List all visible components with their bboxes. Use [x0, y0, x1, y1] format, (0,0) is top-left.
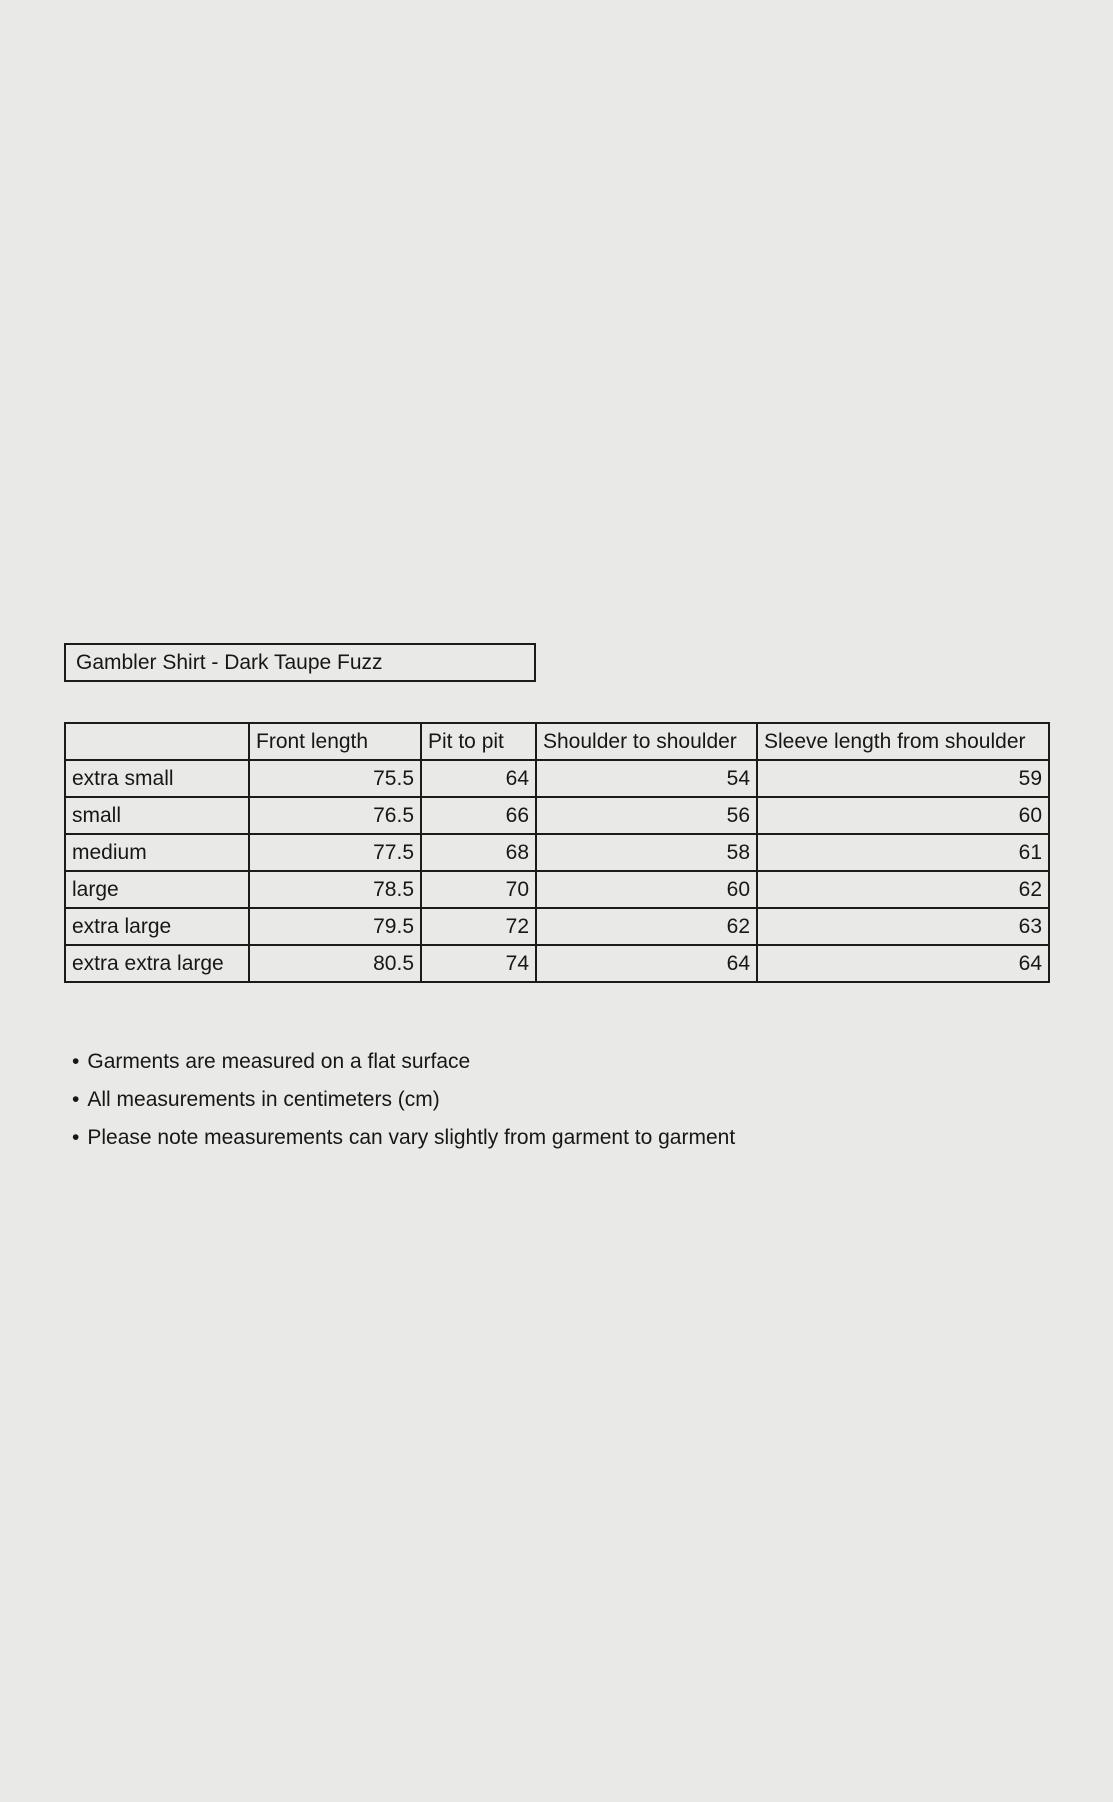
sleeve-length-value: 59: [757, 760, 1049, 797]
sleeve-length-value: 63: [757, 908, 1049, 945]
front-length-value: 80.5: [249, 945, 421, 982]
note-text: Please note measurements can vary slightly from garment to garment: [87, 1126, 736, 1149]
header-size-blank: [65, 723, 249, 760]
shoulder-to-shoulder-value: 60: [536, 871, 757, 908]
size-label: extra extra large: [65, 945, 249, 982]
table-header-row: [65, 723, 1049, 760]
size-label: extra large: [65, 908, 249, 945]
bullet-icon: •: [72, 1050, 80, 1073]
table-row-extra-large: [65, 908, 1049, 945]
pit-to-pit-value: 66: [421, 797, 536, 834]
front-length-value: 76.5: [249, 797, 421, 834]
size-label: extra small: [65, 760, 249, 797]
note-item: [64, 1081, 735, 1119]
product-title-box: [64, 643, 536, 682]
header-pit-to-pit: Pit to pit: [421, 723, 536, 760]
note-text: Garments are measured on a flat surface: [87, 1050, 471, 1073]
sleeve-length-value: 60: [757, 797, 1049, 834]
front-length-value: 78.5: [249, 871, 421, 908]
sleeve-length-value: 64: [757, 945, 1049, 982]
size-label: small: [65, 797, 249, 834]
header-shoulder-to-shoulder: Shoulder to shoulder: [536, 723, 757, 760]
size-chart-table: [64, 722, 1050, 983]
header-front-length: Front length: [249, 723, 421, 760]
pit-to-pit-value: 70: [421, 871, 536, 908]
size-label: large: [65, 871, 249, 908]
bullet-icon: •: [72, 1088, 80, 1111]
size-label: medium: [65, 834, 249, 871]
shoulder-to-shoulder-value: 62: [536, 908, 757, 945]
pit-to-pit-value: 64: [421, 760, 536, 797]
bullet-icon: •: [72, 1126, 80, 1149]
front-length-value: 79.5: [249, 908, 421, 945]
shoulder-to-shoulder-value: 54: [536, 760, 757, 797]
product-title: Gambler Shirt - Dark Taupe Fuzz: [76, 650, 383, 674]
shoulder-to-shoulder-value: 64: [536, 945, 757, 982]
note-text: All measurements in centimeters (cm): [87, 1088, 440, 1111]
table-row-small: [65, 797, 1049, 834]
pit-to-pit-value: 74: [421, 945, 536, 982]
shoulder-to-shoulder-value: 58: [536, 834, 757, 871]
table-row-large: [65, 871, 1049, 908]
table-row-extra-extra-large: [65, 945, 1049, 982]
pit-to-pit-value: 72: [421, 908, 536, 945]
front-length-value: 75.5: [249, 760, 421, 797]
front-length-value: 77.5: [249, 834, 421, 871]
header-sleeve-length: Sleeve length from shoulder: [757, 723, 1049, 760]
table-row-extra-small: [65, 760, 1049, 797]
note-item: [64, 1043, 735, 1081]
measurement-notes: [64, 1043, 735, 1157]
sleeve-length-value: 61: [757, 834, 1049, 871]
sleeve-length-value: 62: [757, 871, 1049, 908]
table-row-medium: [65, 834, 1049, 871]
shoulder-to-shoulder-value: 56: [536, 797, 757, 834]
note-item: [64, 1119, 735, 1157]
pit-to-pit-value: 68: [421, 834, 536, 871]
